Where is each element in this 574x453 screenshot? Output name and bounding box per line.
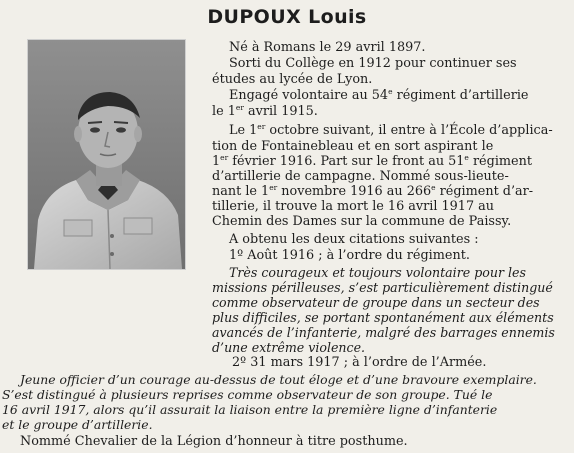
citation-2-text: et le groupe d’artillerie. bbox=[2, 417, 153, 432]
citation-1-text: comme observateur de groupe dans un secteur des bbox=[212, 295, 540, 310]
citation-1-text: missions périlleuses, s’est particulièrement distingué bbox=[212, 280, 553, 295]
page-title: DUPOUX Louis bbox=[207, 6, 367, 28]
text-line: tion de Fontainebleau et en sort aspirant le bbox=[212, 139, 494, 154]
citation-1-text: d’une extrême violence. bbox=[212, 340, 366, 355]
citation-2-text: S’est distingué à plusieurs reprises comme observateur de son groupe. Tué le bbox=[2, 387, 493, 402]
citation-2-heading: 2º 31 mars 1917 ; à l’ordre de l’Armée. bbox=[232, 355, 487, 370]
text-line: Chemin des Dames sur la commune de Paissy. bbox=[212, 214, 512, 229]
citation-2-text: Jeune officier d’un courage au-dessus de tout éloge et d’une bravoure exemplaire. bbox=[20, 372, 537, 387]
text-line: Sorti du Collège en 1912 pour continuer ses bbox=[229, 56, 517, 71]
text-line: Engagé volontaire au 54e régiment d’artillerie bbox=[229, 87, 529, 103]
legion-honneur-line: Nommé Chevalier de la Légion d’honneur à titre posthume. bbox=[20, 434, 408, 449]
text-line: nant le 1er novembre 1916 au 266e régiment d’ar- bbox=[212, 183, 534, 199]
portrait-photo bbox=[27, 39, 186, 270]
text-line: Le 1er octobre suivant, il entre à l’École d’applica- bbox=[229, 122, 553, 138]
citation-1-heading: 1º Août 1916 ; à l’ordre du régiment. bbox=[229, 248, 470, 263]
text-line: d’artillerie de campagne. Nommé sous-lieute- bbox=[212, 169, 509, 184]
citations-intro: A obtenu les deux citations suivantes : bbox=[229, 232, 479, 247]
birth-line: Né à Romans le 29 avril 1897. bbox=[229, 40, 426, 55]
text-line: le 1er avril 1915. bbox=[212, 103, 318, 119]
citation-1-text: avancés de l’infanterie, malgré des barrages ennemis bbox=[212, 325, 555, 340]
citation-1-text: Très courageux et toujours volontaire pour les bbox=[229, 265, 526, 280]
text-line: tillerie, il trouve la mort le 16 avril 1917 au bbox=[212, 199, 495, 214]
text-line: 1er février 1916. Part sur le front au 51e régiment bbox=[212, 153, 533, 169]
text-line: études au lycée de Lyon. bbox=[212, 72, 373, 87]
citation-2-text: 16 avril 1917, alors qu’il assurait la liaison entre la première ligne d’infanterie bbox=[2, 402, 498, 417]
citation-1-text: plus difficiles, se portant spontanément aux éléments bbox=[212, 310, 554, 325]
